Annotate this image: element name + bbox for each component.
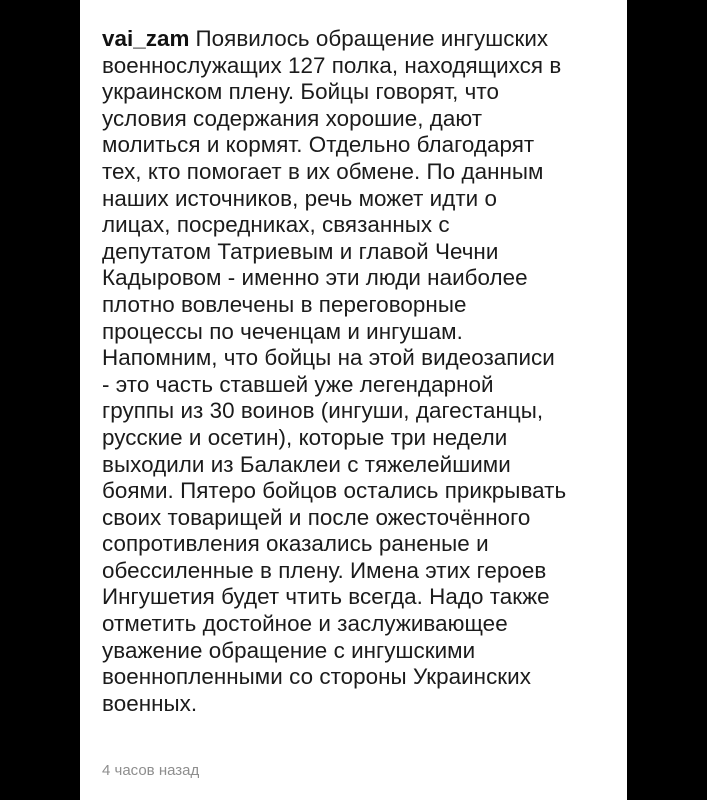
comment-screen bbox=[80, 0, 627, 800]
comment-body bbox=[102, 26, 614, 717]
comment-text: Появилось обращение ингушских военнослужащих 127 полка, находящихся в украинском плену. Бойцы говорят, что условия содержания хорошие, дают молиться и кормят. Отдельно благодарят тех, кто помогает в их обмене. По данным наших источников, речь может идти о лицах, посредниках, связанных с депутатом Татриевым и главой Чечни Кадыровом - именно эти люди наиболее плотно вовлечены в переговорные процессы по чеченцам и ингушам. Напомним, что бойцы на этой видеозаписи - это часть ставшей уже легендарной группы из 30 воинов (ингуши, дагестанцы, русские и осетин), которые три недели выходили из Балаклеи с тяжелейшими боями. Пятеро бойцов остались прикрывать своих товарищей и после ожесточённого сопротивления оказались раненые и обессиленные в плену. Имена этих героев Ингушетия будет чтить всегда. Надо также отметить достойное и заслуживающее уважение обращение с ингушскими военнопленными со стороны Украинских военных. bbox=[102, 26, 567, 716]
cropped-previous-content bbox=[80, 0, 627, 6]
comment-timestamp[interactable]: 4 часов назад bbox=[102, 762, 200, 779]
comment-username[interactable]: vai_zam bbox=[102, 26, 190, 51]
